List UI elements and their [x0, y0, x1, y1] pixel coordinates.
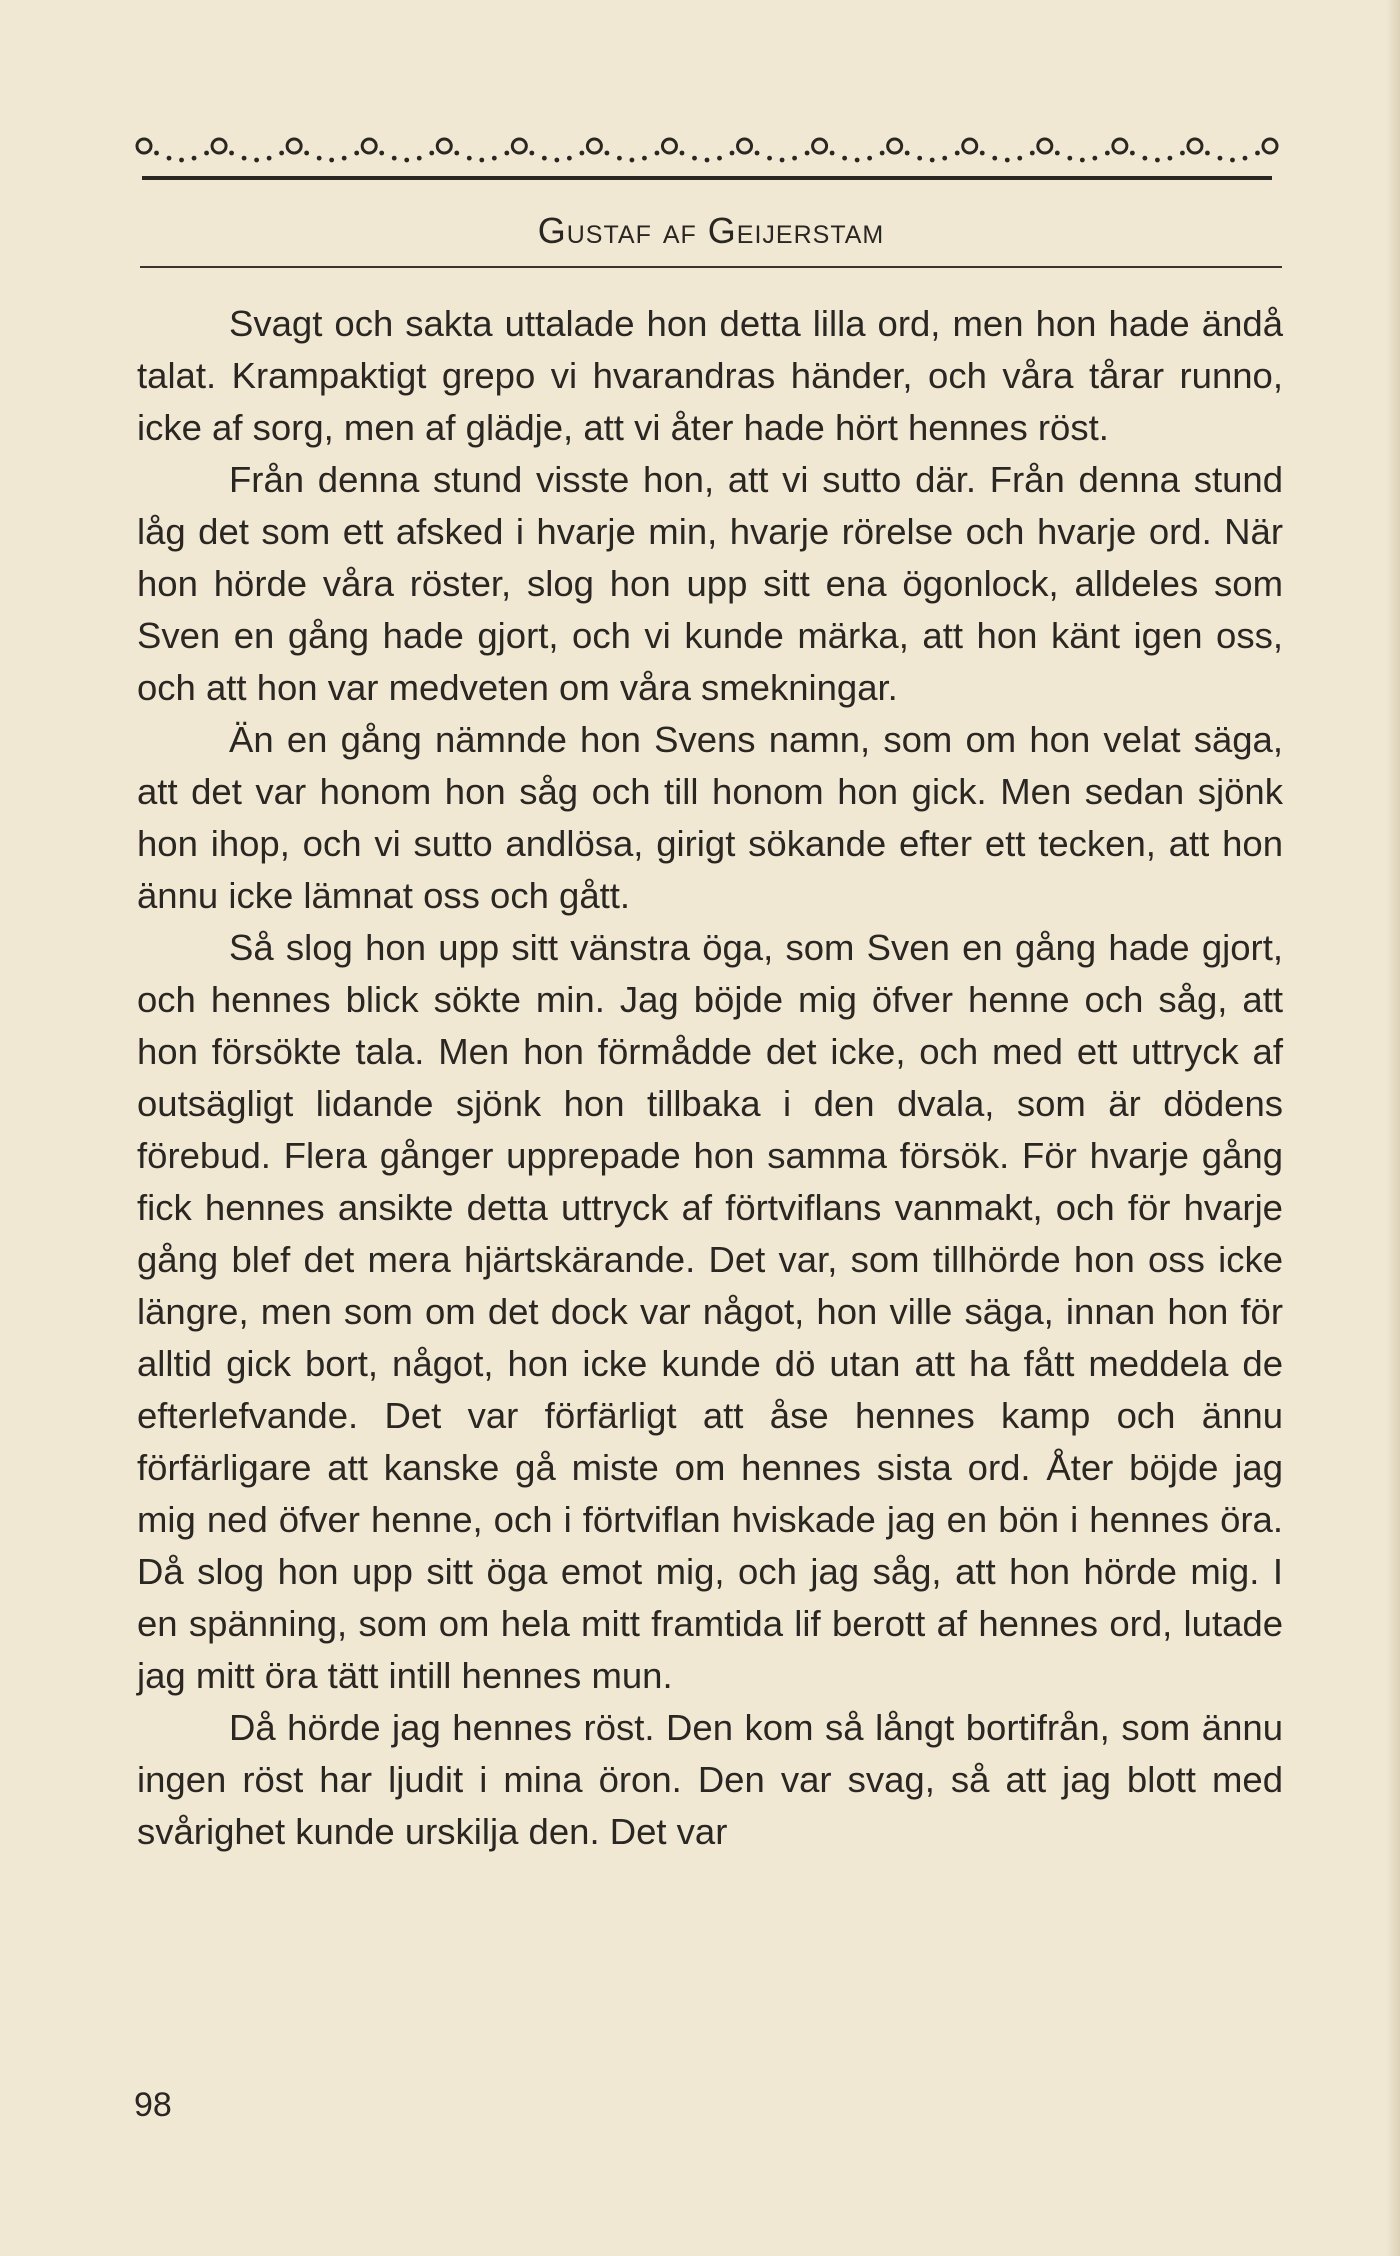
paragraph: Än en gång nämnde hon Svens namn, som om hon velat säga, att det var honom hon såg och till honom hon gick. Men sedan sjönk hon ihop, och vi sutto andlösa, girigt sökande efter ett tecken, att hon ännu icke lämnat oss och gått.: [137, 719, 1283, 916]
paragraph: Så slog hon upp sitt vänstra öga, som Sven en gång hade gjort, och hennes blick sökte min. Jag böjde mig öfver henne och såg, att hon försökte tala. Men hon förmådde det icke, och med ett uttryck af outsägligt lidande sjönk hon tillbaka i den dvala, som är dödens förebud. Flera gånger upprepade hon samma försök. För hvarje gång fick hennes ansikte detta uttryck af förtviflans vanmakt, och för hvarje gång blef det mera hjärtskärande. Det var, som tillhörde hon oss icke längre, men som om det dock var något, hon ville säga, innan hon för alltid gick bort, något, hon icke kunde dö utan att ha fått meddela de efterlefvande. Det var förfärligt att åse hennes kamp och ännu förfärligare att kanske gå miste om hennes sista ord. Åter böjde jag mig ned öfver henne, och i förtviflan hviskade jag en bön i hennes öra. Då slog hon upp sitt öga emot mig, och jag såg, att hon hörde mig. I en spänning, som om hela mitt framtida lif berott af hennes ord, lutade jag mitt öra tätt intill hennes mun.: [137, 927, 1283, 1696]
ornament-dot: [192, 156, 197, 161]
ornament-dot: [1205, 151, 1210, 156]
ornament-dot: [930, 158, 935, 163]
ornament-dot: [579, 151, 584, 156]
ornament-ring: [287, 139, 301, 153]
ornament-dot: [855, 158, 860, 163]
ornament-dot: [392, 156, 397, 161]
ornament-dot: [905, 151, 910, 156]
ornament-dot: [167, 156, 172, 161]
ornament-dot: [279, 151, 284, 156]
ornament-ring: [437, 139, 451, 153]
ornament-dot: [1030, 151, 1035, 156]
ornament-dot: [1180, 151, 1185, 156]
ornament-dot: [204, 151, 209, 156]
ornament-ring: [512, 139, 526, 153]
ornament-dot: [867, 156, 872, 161]
ornament-dot: [1092, 156, 1097, 161]
ornament-dot: [655, 151, 660, 156]
ornament-ring: [587, 139, 601, 153]
ornament-ring: [738, 139, 752, 153]
ornament-dot: [1218, 156, 1223, 161]
ornament-dot: [730, 151, 735, 156]
ornament-dot: [792, 156, 797, 161]
ornament-dot: [567, 156, 572, 161]
ornament-dot: [429, 151, 434, 156]
paragraph: Då hörde jag hennes röst. Den kom så långt bortifrån, som ännu ingen röst har ljudit i mina öron. Den var svag, så att jag blott med svårighet kunde urskilja den. Det var: [137, 1707, 1283, 1852]
ornament-dot: [805, 151, 810, 156]
ornament-dot: [179, 158, 184, 163]
ornament-dot: [417, 156, 422, 161]
ornament-dot: [329, 158, 334, 163]
ornament-ring: [1038, 139, 1052, 153]
ornament-dot: [680, 151, 685, 156]
page-number: 98: [134, 2086, 172, 2124]
ornament-dot: [1142, 156, 1147, 161]
ornament-dot: [1067, 156, 1072, 161]
ornament-dot: [1168, 156, 1173, 161]
ornament-dot: [755, 151, 760, 156]
ornament-dot: [304, 151, 309, 156]
ornament-dot: [529, 151, 534, 156]
ornament-dot: [617, 156, 622, 161]
ornament-ring: [888, 139, 902, 153]
ornament-ring: [963, 139, 977, 153]
ornament-dot: [767, 156, 772, 161]
ornament-dot: [705, 158, 710, 163]
ornament-dot: [1255, 151, 1260, 156]
ornament-dot: [780, 158, 785, 163]
ornament-dot: [404, 158, 409, 163]
ornament-dot: [830, 151, 835, 156]
ornament-dot: [842, 156, 847, 161]
ornament-dot: [1230, 158, 1235, 163]
ornament-dot: [880, 151, 885, 156]
ornament-dot: [642, 156, 647, 161]
ornament-dot: [1155, 158, 1160, 163]
ornament-dot: [717, 156, 722, 161]
ornament-dot: [492, 156, 497, 161]
ornament-dot: [630, 158, 635, 163]
ornament-dot: [479, 158, 484, 163]
ornament-dot: [1243, 156, 1248, 161]
ornament-ring: [1263, 139, 1277, 153]
ornament-dot: [254, 158, 259, 163]
ornament-dot: [554, 158, 559, 163]
ornament-dot: [342, 156, 347, 161]
ornament-ring: [662, 139, 676, 153]
ornament-dot: [942, 156, 947, 161]
ornament-dot: [467, 156, 472, 161]
body-text: [137, 298, 1283, 1858]
ornament-dot: [504, 151, 509, 156]
ornament-ring: [1188, 139, 1202, 153]
ornamental-border: [132, 128, 1282, 184]
ornament-dot: [454, 151, 459, 156]
ornament-dot: [542, 156, 547, 161]
paragraph: Svagt och sakta uttalade hon detta lilla ord, men hon hade ändå talat. Krampaktigt grepo vi hvarandras händer, och våra tårar runno, icke af sorg, men af glädje, att vi åter hade hört hennes röst.: [137, 303, 1283, 448]
ornament-dot: [229, 151, 234, 156]
ornament-dot: [692, 156, 697, 161]
ornament-dot: [317, 156, 322, 161]
ornament-dot: [1105, 151, 1110, 156]
ornament-dot: [1017, 156, 1022, 161]
ornament-dot: [955, 151, 960, 156]
ornament-dot: [1005, 158, 1010, 163]
ornament-dot: [154, 151, 159, 156]
ornament-dot: [1130, 151, 1135, 156]
ornament-dot: [1080, 158, 1085, 163]
ornament-dot: [379, 151, 384, 156]
ornament-dot: [354, 151, 359, 156]
ornament-dot: [917, 156, 922, 161]
ornament-dot: [267, 156, 272, 161]
ornament-dot: [605, 151, 610, 156]
ornament-ring: [813, 139, 827, 153]
ornament-dot: [242, 156, 247, 161]
page-edge: [1386, 0, 1400, 2256]
running-head: Gustaf af Geijerstam: [537, 210, 885, 251]
ornament-dot: [1055, 151, 1060, 156]
paragraph: Från denna stund visste hon, att vi sutto där. Från denna stund låg det som ett afsked i hvarje min, hvarje rörelse och hvarje ord. När hon hörde våra röster, slog hon upp sitt ena ögonlock, alldeles som Sven en gång hade gjort, och vi kunde märka, att hon känt igen oss, och att hon var medveten om våra smekningar.: [137, 459, 1283, 708]
ornament-ring: [362, 139, 376, 153]
ornament-dot: [992, 156, 997, 161]
ornament-ring: [212, 139, 226, 153]
header-rule: [140, 266, 1282, 268]
ornament-dot: [980, 151, 985, 156]
ornament-ring: [137, 139, 151, 153]
ornament-ring: [1113, 139, 1127, 153]
